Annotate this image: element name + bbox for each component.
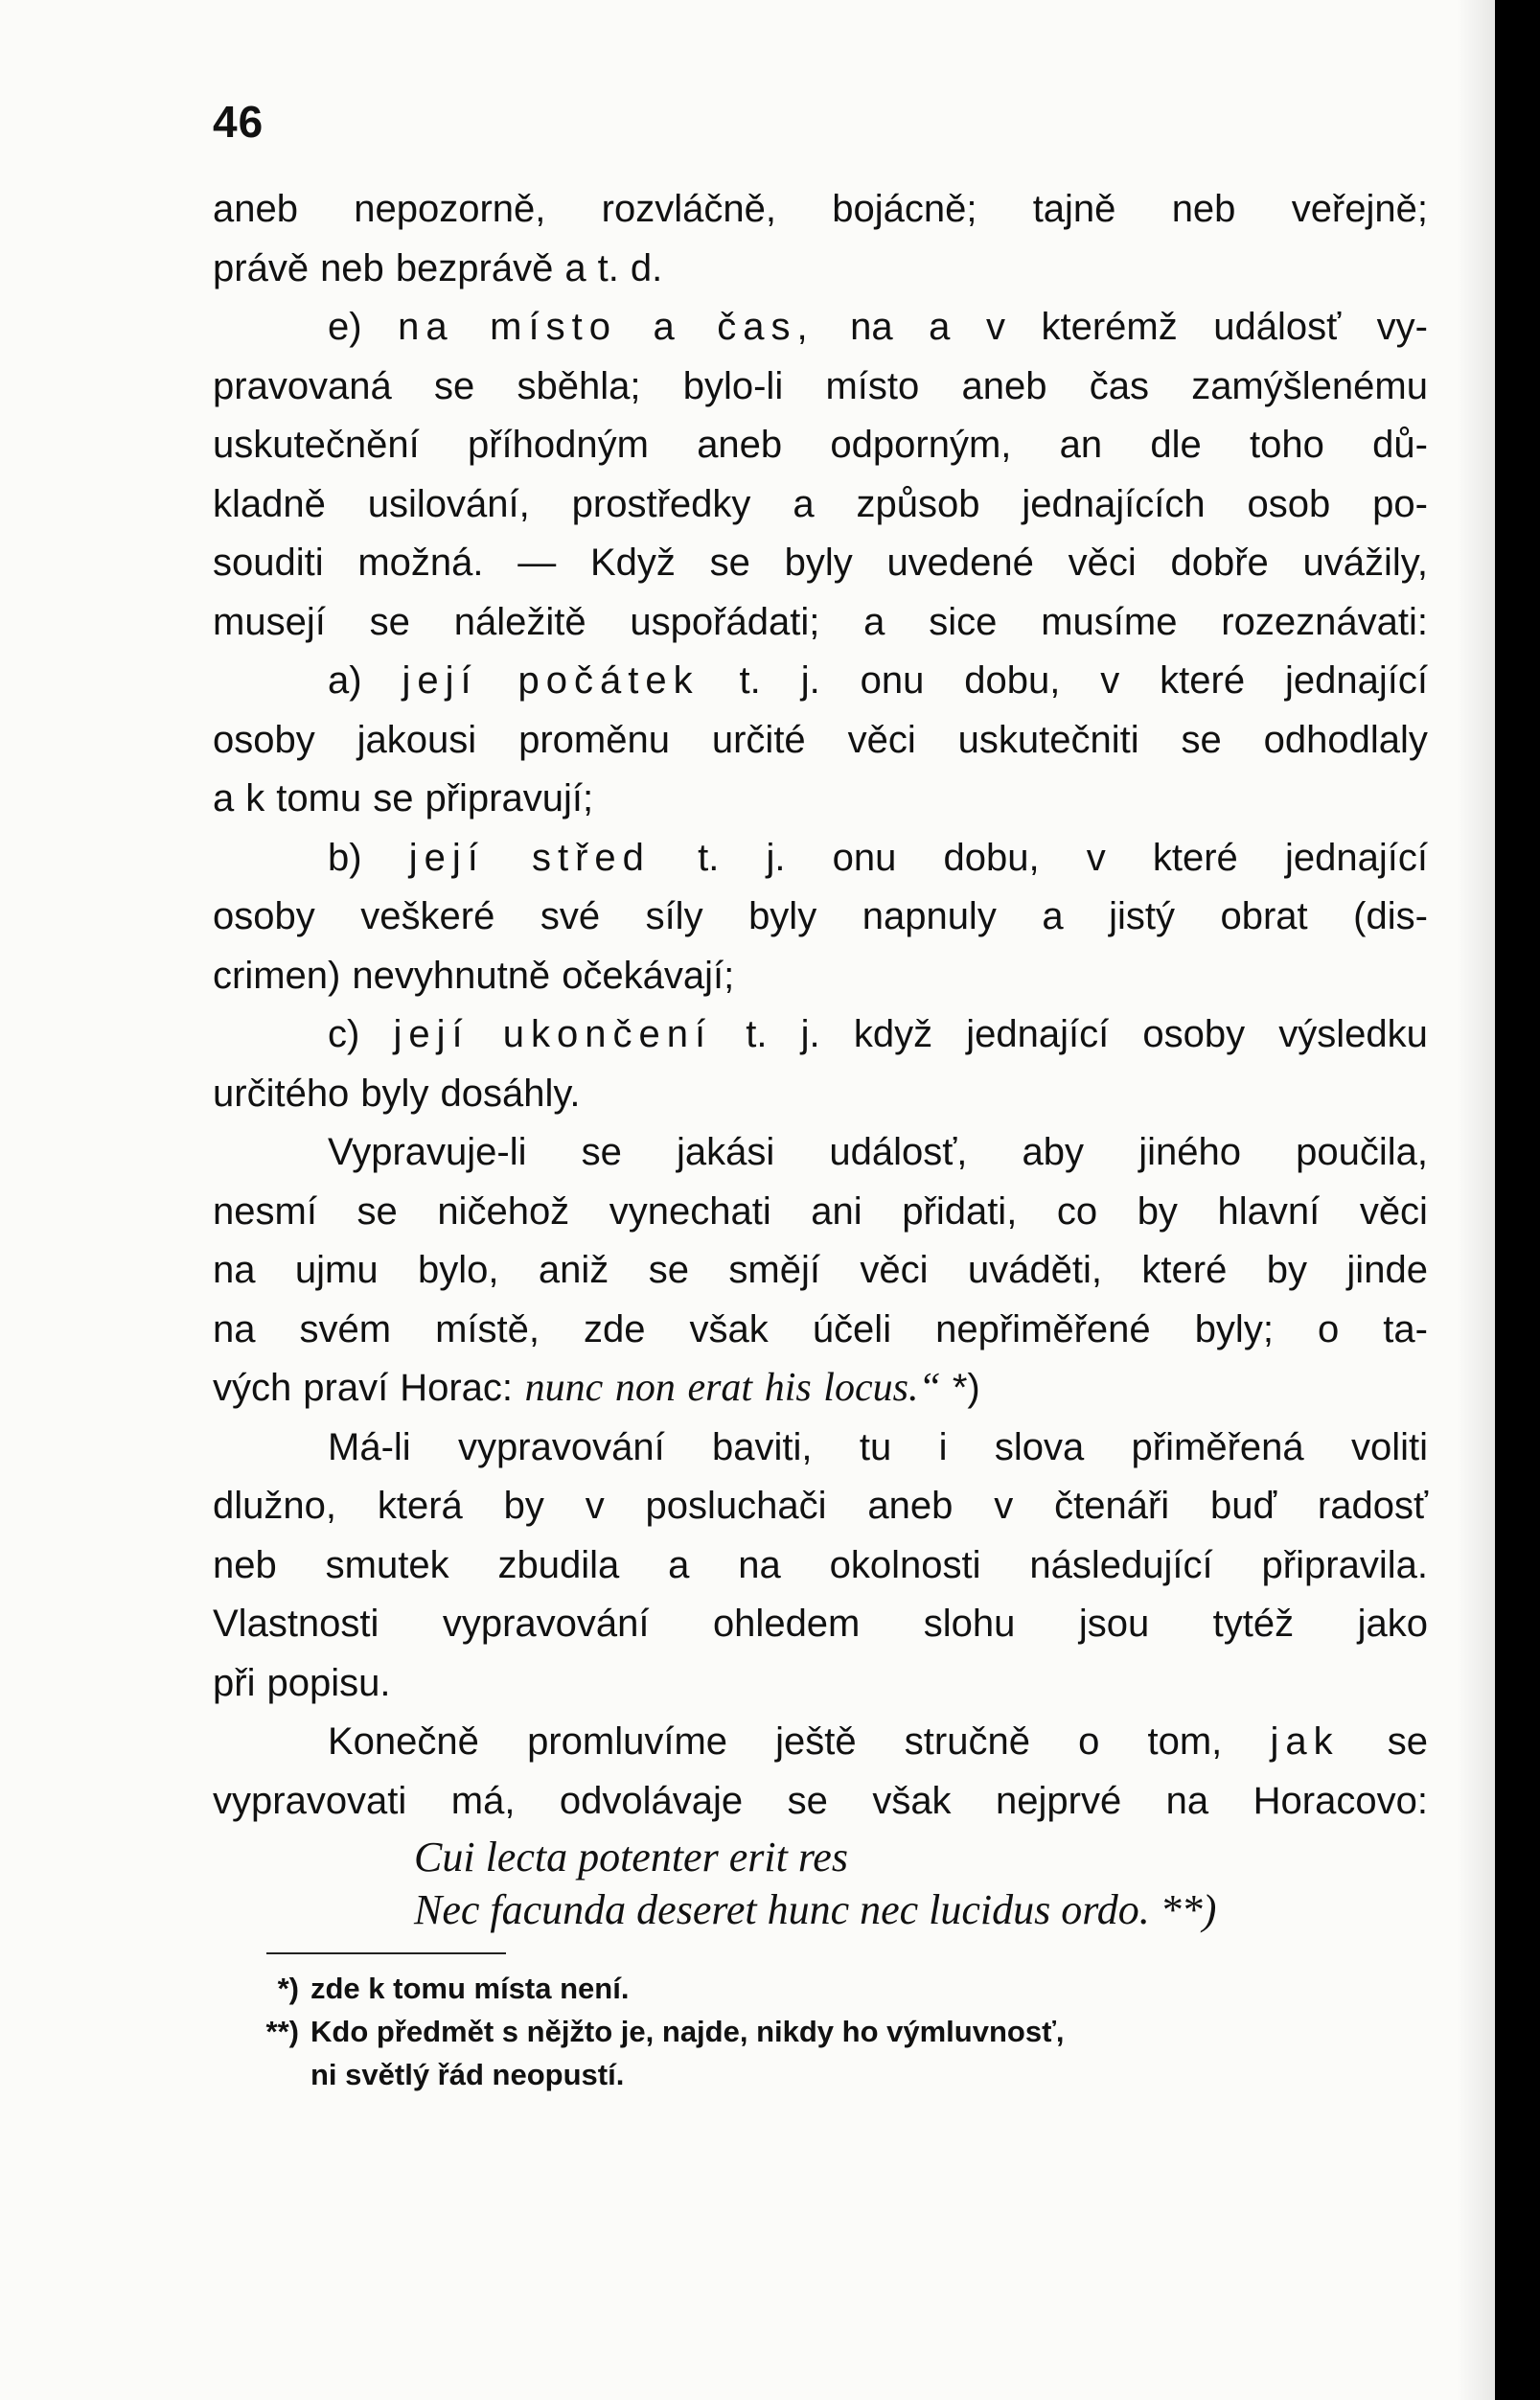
text-line: souditi možná. — Když se byly uvedené věci dobře uvážily, [213, 542, 1428, 584]
emphasis-spaced: její [393, 1013, 470, 1055]
footnote [213, 1967, 1459, 2010]
text-line: c) její ukončení t. j. když jednající osoby výsledku [213, 1005, 1428, 1065]
emphasis-spaced: střed [532, 836, 651, 879]
text-line: vých praví Horac: nunc non erat his locus.“ *) [213, 1359, 1428, 1419]
text-line: dlužno, která by v posluchači aneb v čtenáři buď radosť [213, 1485, 1428, 1527]
emphasis-spaced: ukončení [502, 1013, 713, 1055]
verse-line: Cui lecta potenter erit res [414, 1834, 848, 1881]
footnote-marker: **) [265, 2015, 299, 2048]
text-line: určitého byly dosáhly. [213, 1072, 581, 1115]
text-line: právě neb bezprávě a t. d. [213, 246, 663, 289]
page-number: 46 [213, 97, 264, 147]
text-line: musejí se náležitě uspořádati; a sice musíme rozeznávati: [213, 600, 1428, 643]
emphasis-spaced: místo [490, 306, 617, 348]
text-line: vypravovati má, odvolávaje se však nejprvé na Horacovo: [213, 1779, 1428, 1822]
text-line: Vlastnosti vypravování ohledem slohu jsou tytéž jako [213, 1603, 1428, 1645]
body-text [213, 180, 1428, 1936]
latin-quote: nunc [524, 1366, 604, 1410]
text-line: osoby jakousi proměnu určité věci uskutečniti se odhodlaly [213, 718, 1428, 761]
text-line: neb smutek zbudila a na okolnosti následující připravila. [213, 1543, 1428, 1586]
emphasis-spaced: její [402, 659, 478, 702]
latin-quote: erat [687, 1366, 753, 1410]
latin-quote: non [614, 1366, 676, 1410]
footnote-separator [266, 1952, 506, 1954]
text-line: nesmí se ničehož vynechati ani přidati, co by hlavní věci [213, 1189, 1428, 1233]
emphasis-spaced: její [408, 836, 485, 879]
text-line: Vypravuje-li se jakási událosť, aby jiného poučila, [328, 1131, 1428, 1173]
footnote-text: Kdo předmět s nějžto je, najde, nikdy ho výmluvnosť, [310, 2015, 1065, 2048]
text-line: při popisu. [213, 1661, 391, 1704]
footnotes [213, 1967, 1459, 2096]
footnote-text: zde k tomu místa není. [310, 1972, 630, 2005]
verse-line: Nec facunda deseret hunc nec lucidus ordo. **) [414, 1886, 1217, 1933]
text-line: osoby veškeré své síly byly napnuly a jistý obrat (dis- [213, 895, 1428, 937]
text-line: kladně usilování, prostředky a způsob jednajících osob po- [213, 482, 1428, 525]
text-line: a) její počátek t. j. onu dobu, v které jednající [213, 652, 1428, 711]
footnote-continuation: ni světlý řád neopustí. [310, 2058, 625, 2091]
text-line: crimen) nevyhnutně očekávají; [213, 954, 735, 997]
page-edge-shadow [1457, 0, 1495, 2400]
text-line: a k tomu se připravují; [213, 777, 594, 819]
text-line: Má-li vypravování baviti, tu i slova přiměřená voliti [328, 1425, 1428, 1468]
text-line: na svém místě, zde však účeli nepřiměřené byly; o ta- [213, 1307, 1428, 1350]
emphasis-spaced: čas, [717, 306, 815, 348]
emphasis-spaced: počátek [517, 659, 700, 702]
text-line: b) její střed t. j. onu dobu, v které jednající [213, 829, 1428, 888]
text-line: e) na místo a čas, na a v kterémž událosť vy- [213, 298, 1428, 358]
emphasis-spaced: na [398, 306, 454, 348]
text-line: na ujmu bylo, aniž se smějí věci uváděti, které by jinde [213, 1249, 1428, 1291]
text-line: Konečně promluvíme ještě stručně o tom, jak se [213, 1713, 1428, 1772]
latin-quote: locus.“ [823, 1366, 941, 1410]
text-line: aneb nepozorně, rozvláčně, bojácně; tajně neb veřejně; [213, 188, 1428, 230]
text-line: pravovaná se sběhla; bylo-li místo aneb čas zamýšlenému [213, 364, 1428, 407]
text-line: uskutečnění příhodným aneb odporným, an dle toho dů- [213, 424, 1428, 466]
footnote [213, 2010, 1459, 2053]
emphasis-spaced: jak [1270, 1720, 1340, 1763]
latin-quote: his [764, 1366, 812, 1410]
footnote-marker: *) [277, 1972, 299, 2005]
emphasis-spaced: a [653, 306, 681, 348]
